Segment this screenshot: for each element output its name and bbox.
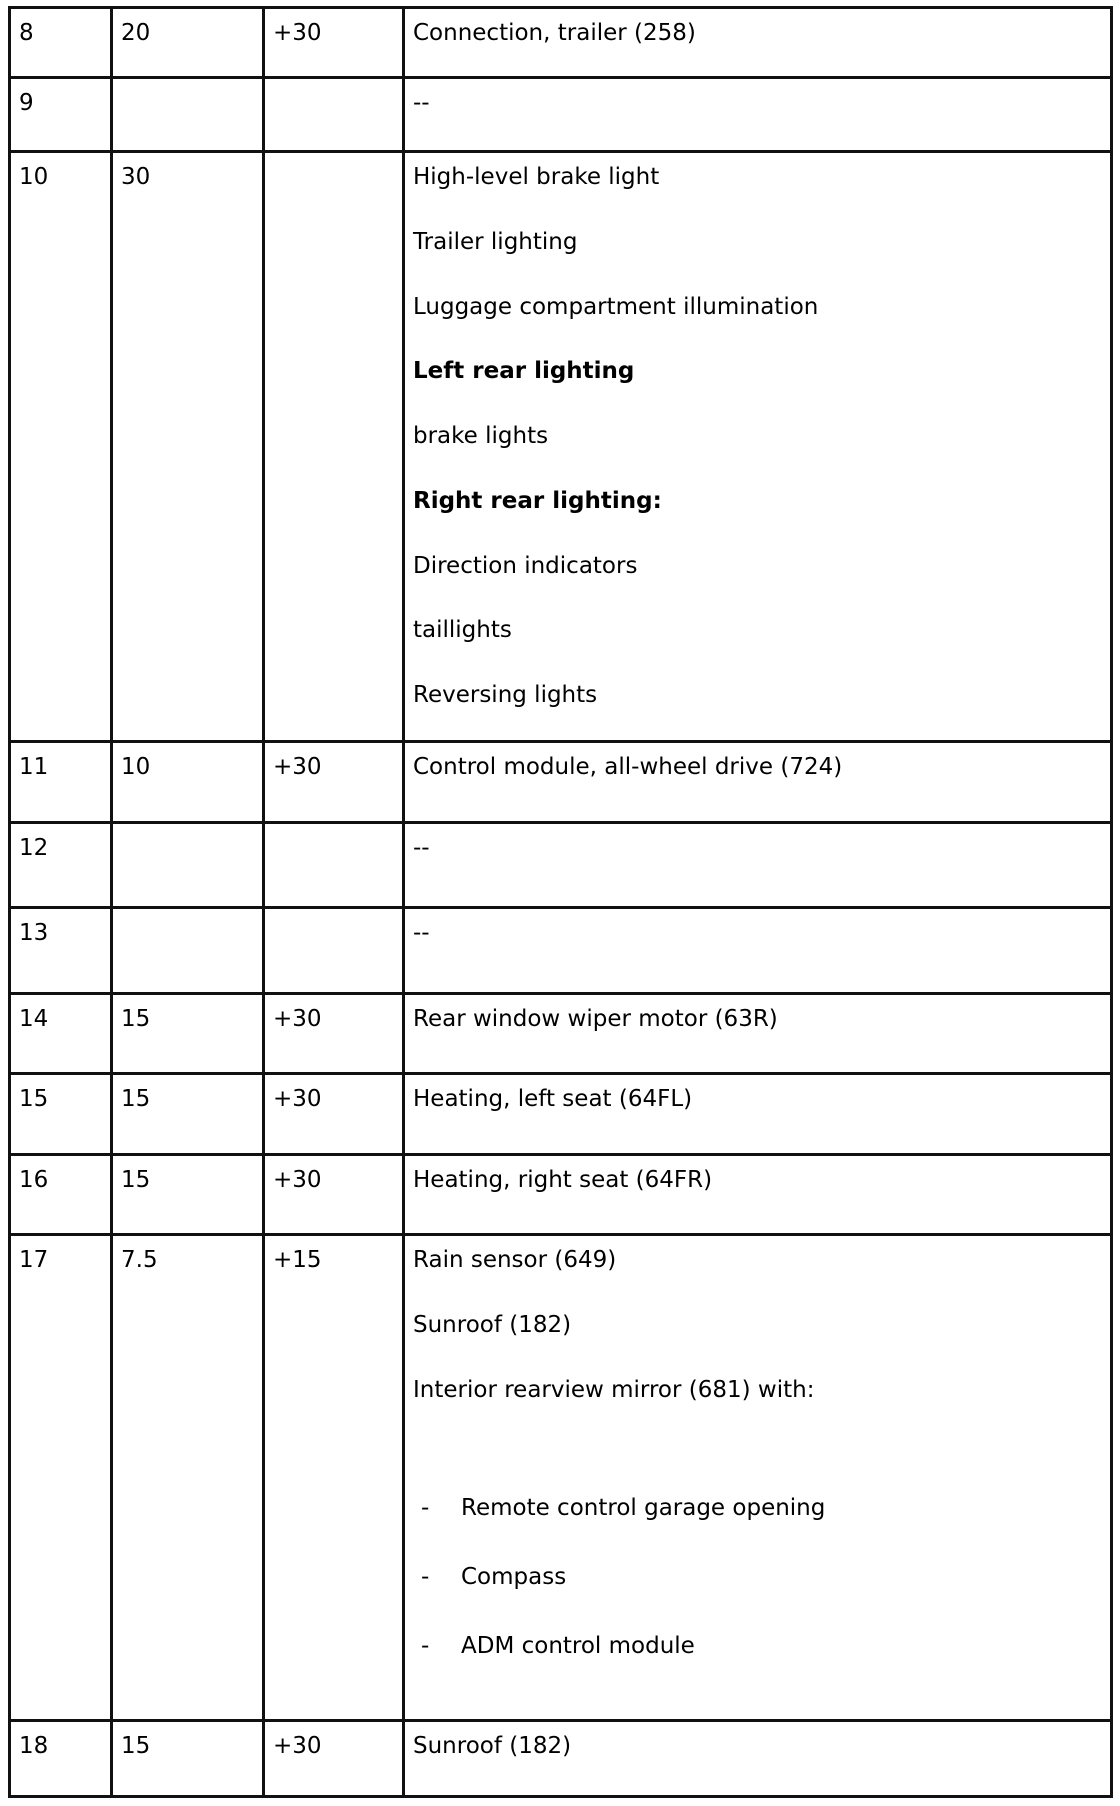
consumer-line: Connection, trailer (258) [413, 20, 696, 46]
consumer-group-heading: Left rear lighting [413, 358, 635, 385]
bullet-item [413, 1494, 1102, 1523]
fuse-terminal: +30 [264, 742, 404, 823]
consumer-line: High-level brake light [413, 164, 660, 190]
bullet-text: ADM control module [461, 1632, 695, 1659]
fuse-amps: 15 [112, 1074, 264, 1155]
table-row [10, 908, 1112, 994]
fuse-number: 11 [10, 742, 112, 823]
fuse-amps: 15 [112, 1721, 264, 1797]
fuse-amps: 20 [112, 8, 264, 78]
fuse-terminal: +30 [264, 1074, 404, 1155]
fuse-amps: 15 [112, 994, 264, 1074]
consumer-line: Luggage compartment illumination [413, 293, 819, 320]
table-row [10, 78, 1112, 152]
fuse-terminal [264, 908, 404, 994]
table-row [10, 152, 1112, 742]
table-row [10, 742, 1112, 823]
fuse-number: 15 [10, 1074, 112, 1155]
bullet-item [413, 1632, 1102, 1661]
consumer-line: Interior rearview mirror (681) with: [413, 1376, 815, 1403]
fuse-amps: 7.5 [112, 1235, 264, 1721]
table-row [10, 1155, 1112, 1235]
fuse-amps [112, 78, 264, 152]
consumer-line: Reversing lights [413, 682, 598, 708]
bullet-dash: - [421, 1632, 430, 1659]
table-row [10, 1721, 1112, 1797]
bullet-dash: - [421, 1564, 430, 1590]
bullet-dash: - [421, 1495, 430, 1522]
fuse-terminal: +30 [264, 1721, 404, 1797]
consumer-line: -- [413, 90, 430, 116]
bullet-text: Compass [461, 1564, 567, 1590]
fuse-amps: 10 [112, 742, 264, 823]
consumer-line: brake lights [413, 423, 549, 449]
consumer-line: Trailer lighting [413, 228, 578, 255]
consumer-line: Heating, left seat (64FL) [413, 1086, 693, 1112]
fuse-amps [112, 908, 264, 994]
fuse-terminal [264, 823, 404, 908]
consumer-line: Direction indicators [413, 552, 638, 579]
fuse-number: 18 [10, 1721, 112, 1797]
consumer-line: -- [413, 835, 430, 861]
table-row [10, 8, 1112, 78]
fuse-consumers [404, 742, 1112, 823]
consumer-line: Rear window wiper motor (63R) [413, 1006, 778, 1032]
consumer-group-heading: Right rear lighting: [413, 487, 662, 514]
fuse-amps: 15 [112, 1155, 264, 1235]
consumer-line: Sunroof (182) [413, 1311, 572, 1338]
consumer-line: -- [413, 920, 430, 946]
fuse-consumers [404, 1155, 1112, 1235]
consumer-line: Rain sensor (649) [413, 1247, 617, 1273]
consumer-line: taillights [413, 617, 512, 644]
table-row [10, 823, 1112, 908]
table-row [10, 1074, 1112, 1155]
fuse-amps: 30 [112, 152, 264, 742]
fuse-consumers [404, 1721, 1112, 1797]
fuse-consumers [404, 152, 1112, 742]
fuse-consumers [404, 1074, 1112, 1155]
fuse-number: 14 [10, 994, 112, 1074]
fuse-consumers [404, 908, 1112, 994]
consumer-line: Heating, right seat (64FR) [413, 1167, 713, 1193]
fuse-consumers [404, 78, 1112, 152]
fuse-number: 12 [10, 823, 112, 908]
fuse-number: 9 [10, 78, 112, 152]
fuse-number: 8 [10, 8, 112, 78]
table-row [10, 994, 1112, 1074]
fuse-terminal: +30 [264, 994, 404, 1074]
fuse-consumers [404, 8, 1112, 78]
spacer [413, 1440, 1102, 1494]
fuse-number: 17 [10, 1235, 112, 1721]
fuse-terminal: +30 [264, 8, 404, 78]
fuse-number: 16 [10, 1155, 112, 1235]
fuse-number: 13 [10, 908, 112, 994]
table-row [10, 1235, 1112, 1721]
fuse-terminal [264, 152, 404, 742]
consumer-line: Control module, all-wheel drive (724) [413, 754, 843, 780]
fuse-number: 10 [10, 152, 112, 742]
consumer-line: Sunroof (182) [413, 1733, 572, 1759]
fuse-terminal: +15 [264, 1235, 404, 1721]
bullet-text: Remote control garage opening [461, 1495, 826, 1522]
fuse-consumers [404, 823, 1112, 908]
fuse-table [8, 6, 1113, 1798]
fuse-consumers [404, 994, 1112, 1074]
fuse-amps [112, 823, 264, 908]
bullet-item [413, 1563, 1102, 1592]
fuse-terminal [264, 78, 404, 152]
fuse-consumers [404, 1235, 1112, 1721]
fuse-terminal: +30 [264, 1155, 404, 1235]
